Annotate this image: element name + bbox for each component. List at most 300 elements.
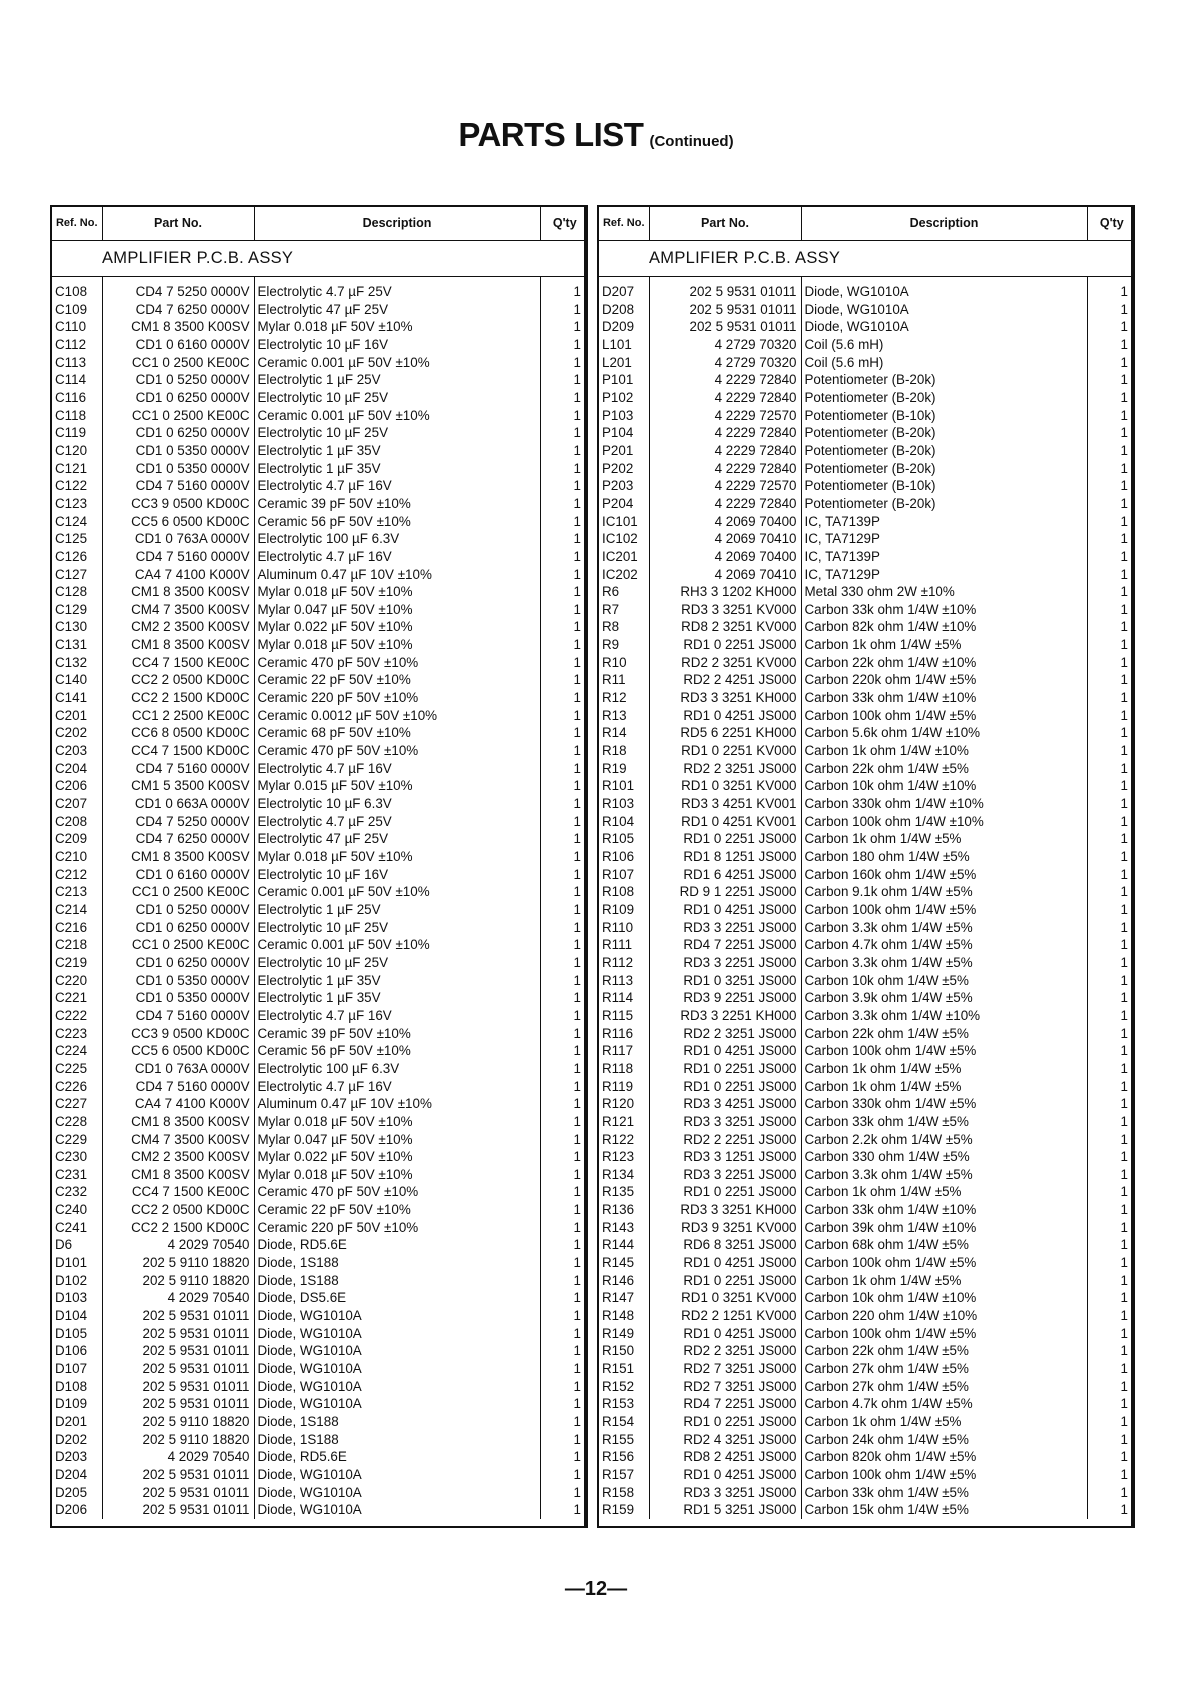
description-cell: Carbon 22k ohm 1/4W ±5%: [801, 1025, 1087, 1043]
description-cell: Diode, WG1010A: [254, 1466, 540, 1484]
table-row: [52, 989, 588, 1007]
description-cell: Electrolytic 100 µF 6.3V: [254, 1060, 540, 1078]
qty-cell: 1: [540, 936, 588, 954]
qty-cell: 1: [1087, 954, 1135, 972]
part-no-cell: RD1 0 2251 JS000: [649, 1413, 801, 1431]
part-no-cell: 4 2729 70320: [649, 336, 801, 354]
ref-cell: R109: [599, 901, 649, 919]
ref-cell: C213: [52, 883, 102, 901]
ref-cell: D209: [599, 318, 649, 336]
table-row: [52, 954, 588, 972]
ref-cell: C220: [52, 972, 102, 990]
header-part-no: Part No.: [649, 207, 801, 241]
part-no-cell: RD1 0 2251 JS000: [649, 1272, 801, 1290]
part-no-cell: CD1 0 5350 0000V: [102, 989, 254, 1007]
table-row: [599, 936, 1135, 954]
ref-cell: C141: [52, 689, 102, 707]
description-cell: Carbon 22k ohm 1/4W ±5%: [801, 760, 1087, 778]
description-cell: Electrolytic 1 µF 35V: [254, 989, 540, 1007]
qty-cell: 1: [540, 566, 588, 584]
description-cell: Electrolytic 10 µF 25V: [254, 389, 540, 407]
qty-cell: 1: [1087, 919, 1135, 937]
description-cell: Diode, WG1010A: [801, 301, 1087, 319]
table-row: [52, 919, 588, 937]
qty-cell: 1: [540, 301, 588, 319]
part-no-cell: 4 2729 70320: [649, 354, 801, 372]
description-cell: Diode, WG1010A: [254, 1325, 540, 1343]
table-row: [52, 1060, 588, 1078]
description-cell: Carbon 4.7k ohm 1/4W ±5%: [801, 1395, 1087, 1413]
qty-cell: 1: [1087, 336, 1135, 354]
ref-cell: D102: [52, 1272, 102, 1290]
qty-cell: 1: [1087, 936, 1135, 954]
ref-cell: C218: [52, 936, 102, 954]
table-row: [52, 1254, 588, 1272]
description-cell: Coil (5.6 mH): [801, 336, 1087, 354]
table-row: [599, 795, 1135, 813]
table-row: [599, 548, 1135, 566]
header-description: Description: [254, 207, 540, 241]
qty-cell: 1: [1087, 442, 1135, 460]
table-row: [52, 883, 588, 901]
part-no-cell: RD2 2 1251 KV000: [649, 1307, 801, 1325]
table-row: [52, 442, 588, 460]
table-row: [52, 830, 588, 848]
qty-cell: 1: [540, 795, 588, 813]
ref-cell: C221: [52, 989, 102, 1007]
ref-cell: C203: [52, 742, 102, 760]
part-no-cell: RD5 6 2251 KH000: [649, 724, 801, 742]
qty-cell: 1: [1087, 795, 1135, 813]
ref-cell: D206: [52, 1501, 102, 1519]
part-no-cell: RD2 2 3251 JS000: [649, 760, 801, 778]
qty-cell: 1: [1087, 301, 1135, 319]
table-row: [52, 848, 588, 866]
description-cell: Carbon 10k ohm 1/4W ±10%: [801, 1289, 1087, 1307]
ref-cell: C128: [52, 583, 102, 601]
qty-cell: 1: [540, 1342, 588, 1360]
part-no-cell: RD2 2 2251 JS000: [649, 1131, 801, 1149]
qty-cell: 1: [540, 866, 588, 884]
ref-cell: D101: [52, 1254, 102, 1272]
table-row: [52, 866, 588, 884]
table-row: [599, 301, 1135, 319]
table-row: [599, 318, 1135, 336]
description-cell: Electrolytic 1 µF 35V: [254, 460, 540, 478]
part-no-cell: CA4 7 4100 K000V: [102, 566, 254, 584]
description-cell: Carbon 33k ohm 1/4W ±10%: [801, 689, 1087, 707]
part-no-cell: CC4 7 1500 KD00C: [102, 742, 254, 760]
table-row: [52, 530, 588, 548]
table-row: [52, 1431, 588, 1449]
ref-cell: C114: [52, 371, 102, 389]
qty-cell: 1: [1087, 277, 1135, 301]
table-row: [52, 1272, 588, 1290]
title-main: PARTS LIST: [458, 116, 644, 153]
qty-cell: 1: [540, 1448, 588, 1466]
qty-cell: 1: [1087, 1219, 1135, 1237]
ref-cell: R13: [599, 707, 649, 725]
table-row: [52, 354, 588, 372]
part-no-cell: RD3 3 4251 JS000: [649, 1095, 801, 1113]
qty-cell: 1: [540, 883, 588, 901]
part-no-cell: CC1 0 2500 KE00C: [102, 936, 254, 954]
qty-cell: 1: [1087, 495, 1135, 513]
table-row: [599, 1113, 1135, 1131]
table-row: [52, 1007, 588, 1025]
part-no-cell: RD1 0 2251 JS000: [649, 1060, 801, 1078]
description-cell: Ceramic 0.0012 µF 50V ±10%: [254, 707, 540, 725]
part-no-cell: CC2 2 1500 KD00C: [102, 1219, 254, 1237]
description-cell: Electrolytic 1 µF 35V: [254, 442, 540, 460]
qty-cell: 1: [540, 336, 588, 354]
table-row: [52, 936, 588, 954]
table-row: [52, 1183, 588, 1201]
part-no-cell: 4 2229 72840: [649, 371, 801, 389]
qty-cell: 1: [540, 671, 588, 689]
qty-cell: 1: [1087, 636, 1135, 654]
qty-cell: 1: [1087, 1501, 1135, 1519]
qty-cell: 1: [540, 442, 588, 460]
description-cell: Coil (5.6 mH): [801, 354, 1087, 372]
part-no-cell: 4 2069 70400: [649, 548, 801, 566]
qty-cell: 1: [1087, 1254, 1135, 1272]
qty-cell: 1: [540, 460, 588, 478]
qty-cell: 1: [1087, 460, 1135, 478]
ref-cell: C231: [52, 1166, 102, 1184]
part-no-cell: CD4 7 5160 0000V: [102, 477, 254, 495]
qty-cell: 1: [1087, 671, 1135, 689]
ref-cell: C126: [52, 548, 102, 566]
qty-cell: 1: [1087, 1201, 1135, 1219]
table-row: [599, 407, 1135, 425]
qty-cell: 1: [540, 1272, 588, 1290]
part-no-cell: CC1 2 2500 KE00C: [102, 707, 254, 725]
ref-cell: C208: [52, 813, 102, 831]
header-description: Description: [801, 207, 1087, 241]
description-cell: Carbon 15k ohm 1/4W ±5%: [801, 1501, 1087, 1519]
ref-cell: P102: [599, 389, 649, 407]
description-cell: Mylar 0.018 µF 50V ±10%: [254, 1166, 540, 1184]
description-cell: Ceramic 470 pF 50V ±10%: [254, 654, 540, 672]
qty-cell: 1: [1087, 354, 1135, 372]
description-cell: Carbon 1k ohm 1/4W ±5%: [801, 1272, 1087, 1290]
table-row: [52, 618, 588, 636]
part-no-cell: 4 2229 72840: [649, 460, 801, 478]
description-cell: Metal 330 ohm 2W ±10%: [801, 583, 1087, 601]
ref-cell: D207: [599, 277, 649, 301]
table-row: [52, 301, 588, 319]
ref-cell: R118: [599, 1060, 649, 1078]
description-cell: Electrolytic 10 µF 25V: [254, 919, 540, 937]
part-no-cell: 202 5 9110 18820: [102, 1254, 254, 1272]
qty-cell: 1: [540, 1395, 588, 1413]
part-no-cell: RD2 7 3251 JS000: [649, 1360, 801, 1378]
qty-cell: 1: [540, 813, 588, 831]
table-row: [599, 583, 1135, 601]
part-no-cell: RD3 3 3251 KV000: [649, 601, 801, 619]
qty-cell: 1: [1087, 548, 1135, 566]
description-cell: Diode, WG1010A: [254, 1395, 540, 1413]
description-cell: Carbon 33k ohm 1/4W ±5%: [801, 1113, 1087, 1131]
table-row: [599, 530, 1135, 548]
part-no-cell: 4 2229 72570: [649, 407, 801, 425]
description-cell: Carbon 2.2k ohm 1/4W ±5%: [801, 1131, 1087, 1149]
description-cell: Carbon 22k ohm 1/4W ±5%: [801, 1342, 1087, 1360]
part-no-cell: RD3 9 3251 KV000: [649, 1219, 801, 1237]
qty-cell: 1: [540, 989, 588, 1007]
ref-cell: R108: [599, 883, 649, 901]
ref-cell: L201: [599, 354, 649, 372]
ref-cell: R134: [599, 1166, 649, 1184]
description-cell: Ceramic 56 pF 50V ±10%: [254, 1042, 540, 1060]
qty-cell: 1: [540, 760, 588, 778]
description-cell: Carbon 22k ohm 1/4W ±10%: [801, 654, 1087, 672]
ref-cell: P201: [599, 442, 649, 460]
part-no-cell: RD8 2 3251 KV000: [649, 618, 801, 636]
ref-cell: C224: [52, 1042, 102, 1060]
table-row: [52, 336, 588, 354]
description-cell: Electrolytic 10 µF 16V: [254, 336, 540, 354]
qty-cell: 1: [1087, 1466, 1135, 1484]
description-cell: Carbon 1k ohm 1/4W ±5%: [801, 636, 1087, 654]
ref-cell: R113: [599, 972, 649, 990]
part-no-cell: CD1 0 6160 0000V: [102, 336, 254, 354]
description-cell: Potentiometer (B-20k): [801, 442, 1087, 460]
table-row: [52, 1501, 588, 1519]
part-no-cell: 4 2029 70540: [102, 1289, 254, 1307]
description-cell: Carbon 24k ohm 1/4W ±5%: [801, 1431, 1087, 1449]
qty-cell: 1: [1087, 742, 1135, 760]
table-row: [599, 1307, 1135, 1325]
ref-cell: R116: [599, 1025, 649, 1043]
description-cell: Carbon 82k ohm 1/4W ±10%: [801, 618, 1087, 636]
part-no-cell: 4 2229 72570: [649, 477, 801, 495]
description-cell: Diode, RD5.6E: [254, 1236, 540, 1254]
qty-cell: 1: [1087, 318, 1135, 336]
ref-cell: C223: [52, 1025, 102, 1043]
description-cell: Electrolytic 4.7 µF 16V: [254, 1078, 540, 1096]
ref-cell: D204: [52, 1466, 102, 1484]
ref-cell: C209: [52, 830, 102, 848]
description-cell: Ceramic 0.001 µF 50V ±10%: [254, 883, 540, 901]
ref-cell: R121: [599, 1113, 649, 1131]
qty-cell: 1: [540, 1183, 588, 1201]
ref-cell: D205: [52, 1484, 102, 1502]
description-cell: Aluminum 0.47 µF 10V ±10%: [254, 566, 540, 584]
ref-cell: R120: [599, 1095, 649, 1113]
part-no-cell: RD8 2 4251 JS000: [649, 1448, 801, 1466]
ref-cell: C112: [52, 336, 102, 354]
description-cell: Carbon 330k ohm 1/4W ±5%: [801, 1095, 1087, 1113]
qty-cell: 1: [540, 1413, 588, 1431]
description-cell: Ceramic 470 pF 50V ±10%: [254, 742, 540, 760]
ref-cell: R107: [599, 866, 649, 884]
description-cell: Ceramic 470 pF 50V ±10%: [254, 1183, 540, 1201]
table-row: [52, 1466, 588, 1484]
description-cell: IC, TA7129P: [801, 530, 1087, 548]
part-no-cell: 202 5 9110 18820: [102, 1272, 254, 1290]
ref-cell: C127: [52, 566, 102, 584]
table-row: [599, 1236, 1135, 1254]
ref-cell: R18: [599, 742, 649, 760]
description-cell: Carbon 1k ohm 1/4W ±10%: [801, 742, 1087, 760]
part-no-cell: RD1 5 3251 JS000: [649, 1501, 801, 1519]
part-no-cell: CC2 2 1500 KD00C: [102, 689, 254, 707]
part-no-cell: RD2 2 3251 KV000: [649, 654, 801, 672]
table-row: [599, 1342, 1135, 1360]
part-no-cell: RD1 0 2251 JS000: [649, 830, 801, 848]
ref-cell: R110: [599, 919, 649, 937]
qty-cell: 1: [540, 954, 588, 972]
qty-cell: 1: [540, 777, 588, 795]
ref-cell: R153: [599, 1395, 649, 1413]
qty-cell: 1: [540, 689, 588, 707]
description-cell: Electrolytic 10 µF 25V: [254, 424, 540, 442]
table-row: [52, 277, 588, 301]
part-no-cell: CM1 8 3500 K00SV: [102, 318, 254, 336]
part-no-cell: CM1 8 3500 K00SV: [102, 848, 254, 866]
qty-cell: 1: [540, 636, 588, 654]
qty-cell: 1: [540, 530, 588, 548]
table-row: [599, 919, 1135, 937]
table-row: [599, 1254, 1135, 1272]
part-no-cell: 202 5 9531 01011: [102, 1501, 254, 1519]
part-no-cell: 202 5 9531 01011: [102, 1466, 254, 1484]
table-row: [599, 601, 1135, 619]
description-cell: Carbon 33k ohm 1/4W ±5%: [801, 1484, 1087, 1502]
ref-cell: R123: [599, 1148, 649, 1166]
description-cell: Potentiometer (B-20k): [801, 371, 1087, 389]
part-no-cell: CC4 7 1500 KE00C: [102, 654, 254, 672]
description-cell: Carbon 100k ohm 1/4W ±5%: [801, 1042, 1087, 1060]
part-no-cell: 202 5 9110 18820: [102, 1413, 254, 1431]
part-no-cell: CM2 2 3500 K00SV: [102, 1148, 254, 1166]
part-no-cell: CD1 0 6250 0000V: [102, 919, 254, 937]
description-cell: Electrolytic 1 µF 35V: [254, 972, 540, 990]
ref-cell: P203: [599, 477, 649, 495]
description-cell: Diode, WG1010A: [254, 1378, 540, 1396]
table-row: [599, 618, 1135, 636]
table-row: [599, 1413, 1135, 1431]
part-no-cell: 4 2069 70400: [649, 513, 801, 531]
table-row: [599, 1484, 1135, 1502]
description-cell: Electrolytic 4.7 µF 16V: [254, 548, 540, 566]
table-row: [599, 1466, 1135, 1484]
qty-cell: 1: [540, 1289, 588, 1307]
section-heading: AMPLIFIER P.C.B. ASSY: [52, 241, 586, 277]
table-row: [52, 566, 588, 584]
description-cell: Electrolytic 100 µF 6.3V: [254, 530, 540, 548]
ref-cell: R111: [599, 936, 649, 954]
description-cell: Aluminum 0.47 µF 10V ±10%: [254, 1095, 540, 1113]
ref-cell: D105: [52, 1325, 102, 1343]
description-cell: Mylar 0.022 µF 50V ±10%: [254, 618, 540, 636]
ref-cell: R146: [599, 1272, 649, 1290]
table-row: [52, 1042, 588, 1060]
ref-cell: C113: [52, 354, 102, 372]
qty-cell: 1: [1087, 1307, 1135, 1325]
part-no-cell: CC5 6 0500 KD00C: [102, 1042, 254, 1060]
ref-cell: R149: [599, 1325, 649, 1343]
ref-cell: C118: [52, 407, 102, 425]
qty-cell: 1: [540, 407, 588, 425]
table-row: [599, 1395, 1135, 1413]
description-cell: Carbon 220k ohm 1/4W ±5%: [801, 671, 1087, 689]
qty-cell: 1: [1087, 689, 1135, 707]
table-row: [52, 760, 588, 778]
qty-cell: 1: [540, 1466, 588, 1484]
part-no-cell: 4 2069 70410: [649, 566, 801, 584]
description-cell: Mylar 0.018 µF 50V ±10%: [254, 1113, 540, 1131]
qty-cell: 1: [1087, 530, 1135, 548]
ref-cell: R7: [599, 601, 649, 619]
description-cell: Electrolytic 10 µF 25V: [254, 954, 540, 972]
table-row: [599, 277, 1135, 301]
qty-cell: 1: [540, 1307, 588, 1325]
part-no-cell: RD2 2 3251 JS000: [649, 1025, 801, 1043]
qty-cell: 1: [1087, 1236, 1135, 1254]
description-cell: IC, TA7139P: [801, 513, 1087, 531]
table-row: [52, 972, 588, 990]
description-cell: Mylar 0.047 µF 50V ±10%: [254, 601, 540, 619]
part-no-cell: CD1 0 6250 0000V: [102, 424, 254, 442]
ref-cell: P101: [599, 371, 649, 389]
description-cell: Carbon 820k ohm 1/4W ±5%: [801, 1448, 1087, 1466]
ref-cell: C229: [52, 1131, 102, 1149]
description-cell: Potentiometer (B-10k): [801, 407, 1087, 425]
description-cell: Ceramic 22 pF 50V ±10%: [254, 1201, 540, 1219]
description-cell: Carbon 3.9k ohm 1/4W ±5%: [801, 989, 1087, 1007]
description-cell: Carbon 68k ohm 1/4W ±5%: [801, 1236, 1087, 1254]
qty-cell: 1: [1087, 371, 1135, 389]
table-row: [599, 371, 1135, 389]
ref-cell: D106: [52, 1342, 102, 1360]
description-cell: Electrolytic 10 µF 16V: [254, 866, 540, 884]
table-row: [52, 601, 588, 619]
qty-cell: 1: [1087, 1007, 1135, 1025]
part-no-cell: CA4 7 4100 K000V: [102, 1095, 254, 1113]
ref-cell: L101: [599, 336, 649, 354]
ref-cell: C240: [52, 1201, 102, 1219]
part-no-cell: RD3 3 4251 KV001: [649, 795, 801, 813]
table-row: [52, 1131, 588, 1149]
qty-cell: 1: [540, 371, 588, 389]
description-cell: Carbon 9.1k ohm 1/4W ±5%: [801, 883, 1087, 901]
part-no-cell: RD1 0 4251 JS000: [649, 901, 801, 919]
table-row: [599, 830, 1135, 848]
qty-cell: 1: [540, 1148, 588, 1166]
description-cell: Electrolytic 4.7 µF 25V: [254, 277, 540, 301]
part-no-cell: CM1 5 3500 K00SV: [102, 777, 254, 795]
qty-cell: 1: [1087, 777, 1135, 795]
part-no-cell: RD4 7 2251 JS000: [649, 1395, 801, 1413]
description-cell: Ceramic 39 pF 50V ±10%: [254, 1025, 540, 1043]
ref-cell: R156: [599, 1448, 649, 1466]
qty-cell: 1: [540, 654, 588, 672]
title-subtitle: (Continued): [649, 133, 734, 150]
part-no-cell: RD1 0 2251 KV000: [649, 742, 801, 760]
part-no-cell: RD3 3 2251 JS000: [649, 1166, 801, 1184]
ref-cell: P204: [599, 495, 649, 513]
table-row: [52, 1166, 588, 1184]
ref-cell: R101: [599, 777, 649, 795]
description-cell: Electrolytic 4.7 µF 16V: [254, 477, 540, 495]
part-no-cell: CC4 7 1500 KE00C: [102, 1183, 254, 1201]
part-no-cell: CD1 0 6160 0000V: [102, 866, 254, 884]
ref-cell: C206: [52, 777, 102, 795]
description-cell: Carbon 1k ohm 1/4W ±5%: [801, 1078, 1087, 1096]
